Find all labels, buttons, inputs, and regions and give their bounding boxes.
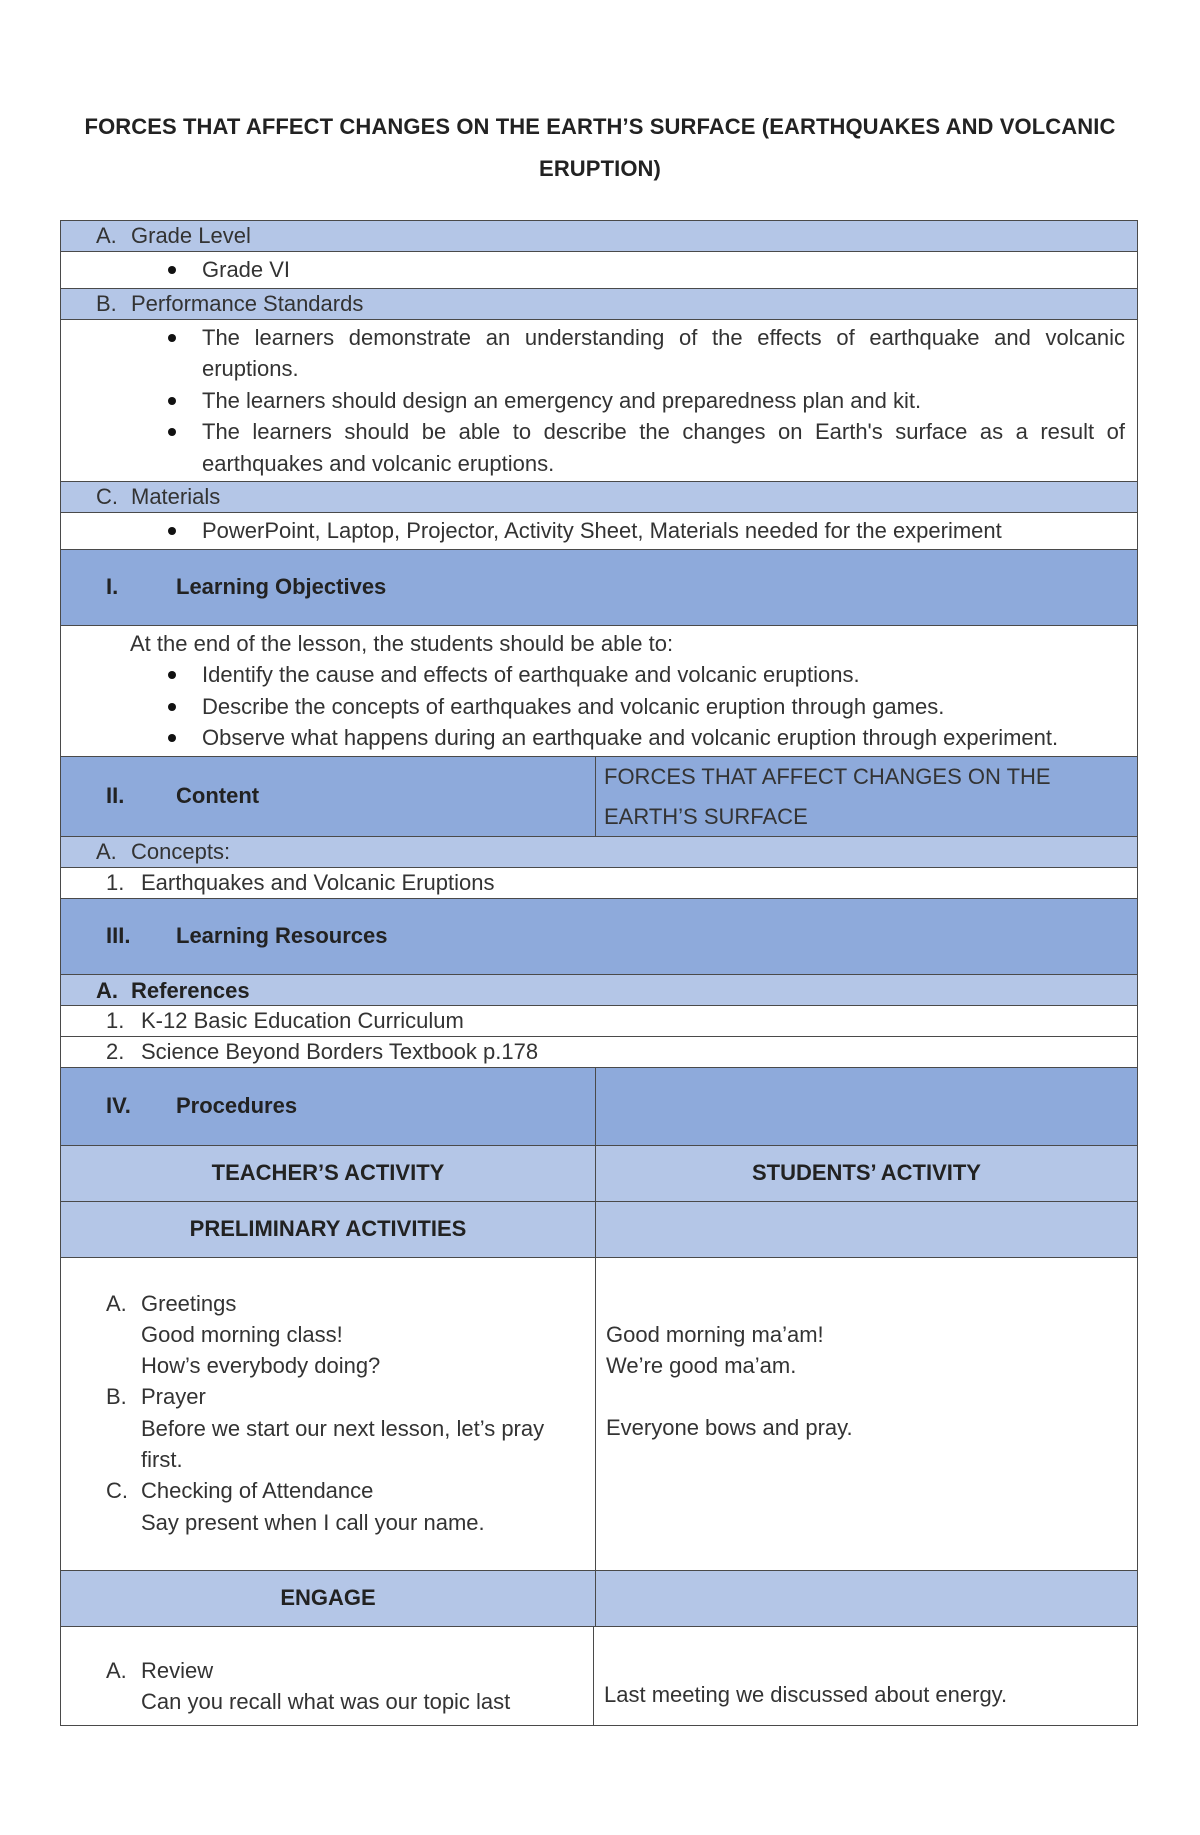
review-line: Can you recall what was our topic last (141, 1688, 511, 1714)
engage-empty-cell (596, 1571, 1137, 1626)
reference-item (61, 1006, 1137, 1037)
student-response: Everyone bows and pray. (606, 1415, 853, 1441)
concepts-header (61, 837, 1137, 868)
reference-text: K-12 Basic Education Curriculum (141, 1007, 464, 1033)
concept-item (61, 868, 1137, 899)
procedures-numeral: IV. (106, 1093, 131, 1118)
objective-item: Observe what happens during an earthquake and volcanic eruption through experiment. (61, 722, 1125, 754)
preliminary-activities-header (61, 1202, 1137, 1258)
review-label: Review (141, 1657, 214, 1683)
references-letter: A. (96, 977, 118, 1003)
learning-resources-header (61, 899, 1137, 975)
student-response: Good morning ma’am! (606, 1321, 824, 1347)
performance-standard-item: The learners demonstrate an understanding of the effects of earthquake and volcanic eruptions. (61, 322, 1125, 385)
reference-number: 1. (106, 1007, 125, 1033)
references-label: References (131, 977, 250, 1003)
student-response: We’re good ma’am. (606, 1352, 797, 1378)
learning-resources-label: Learning Resources (176, 923, 388, 948)
learning-resources-numeral: III. (106, 923, 131, 948)
content-label: Content (176, 783, 260, 808)
reference-number: 2. (106, 1038, 125, 1064)
review-row (61, 1627, 1137, 1725)
performance-standard-item: The learners should be able to describe the changes on Earth's surface as a result of earthquakes and volcanic eruptions. (61, 416, 1125, 479)
activity-label: Prayer (141, 1384, 206, 1410)
engage-label: ENGAGE (61, 1571, 596, 1626)
procedures-empty-cell (596, 1068, 1137, 1145)
grade-level-letter: A. (96, 223, 117, 248)
review-teacher (61, 1627, 594, 1725)
activity-line: Good morning class! (141, 1321, 343, 1347)
reference-text: Science Beyond Borders Textbook p.178 (141, 1038, 539, 1064)
reference-item (61, 1037, 1137, 1068)
materials-header (61, 482, 1137, 513)
performance-standards-header (61, 289, 1137, 320)
objective-item: Identify the cause and effects of earthquake and volcanic eruptions. (61, 659, 1125, 691)
learning-objectives-numeral: I. (106, 574, 119, 599)
student-response-spacer (606, 1381, 1137, 1412)
concept-text: Earthquakes and Volcanic Eruptions (141, 869, 495, 895)
learning-objectives-label: Learning Objectives (176, 574, 387, 599)
student-responses (596, 1258, 1137, 1570)
activity-item (106, 1288, 595, 1382)
performance-standard-item: The learners should design an emergency and preparedness plan and kit. (61, 385, 1125, 417)
performance-standards-label: Performance Standards (131, 290, 364, 316)
learning-objectives-list (61, 626, 1137, 757)
activity-line: How’s everybody doing? (141, 1353, 381, 1379)
students-activity-heading: STUDENTS’ ACTIVITY (752, 1160, 981, 1185)
objective-item: Describe the concepts of earthquakes and volcanic eruption through games. (61, 691, 1125, 723)
grade-level-item: Grade VI (61, 254, 1125, 286)
preliminary-activities-body (61, 1258, 1137, 1571)
activity-item (106, 1381, 595, 1475)
activity-line: Before we start our next lesson, let’s pray first. (141, 1415, 545, 1472)
materials-letter: C. (96, 484, 118, 509)
references-header (61, 975, 1137, 1006)
content-numeral: II. (106, 783, 125, 808)
activity-letter: C. (106, 1478, 128, 1504)
performance-standards-letter: B. (96, 290, 117, 316)
preliminary-empty-cell (596, 1202, 1137, 1257)
materials-list (61, 513, 1137, 550)
activity-letter: B. (106, 1384, 127, 1410)
document-title: FORCES THAT AFFECT CHANGES ON THE EARTH’S SURFACE (EARTHQUAKES AND VOLCANIC ERUPTION) (84, 114, 1116, 181)
activity-label: Checking of Attendance (141, 1478, 374, 1504)
concept-number: 1. (106, 869, 125, 895)
activity-item (106, 1475, 595, 1538)
content-header (61, 757, 1137, 837)
engage-header (61, 1571, 1137, 1627)
teacher-activities (61, 1258, 596, 1570)
procedures-header (61, 1068, 1137, 1146)
procedures-label: Procedures (176, 1093, 298, 1118)
learning-objectives-header (61, 550, 1137, 626)
content-value: FORCES THAT AFFECT CHANGES ON THE EARTH’S SURFACE (604, 763, 1051, 829)
concepts-letter: A. (96, 838, 117, 864)
performance-standards-list (61, 320, 1137, 483)
activity-letter: A. (106, 1290, 127, 1316)
activity-line: Say present when I call your name. (141, 1509, 485, 1535)
content-title-cell (61, 757, 596, 836)
review-student-response: Last meeting we discussed about energy. (604, 1681, 1008, 1707)
materials-item: PowerPoint, Laptop, Projector, Activity Sheet, Materials needed for the experiment (61, 515, 1125, 547)
concepts-label: Concepts: (131, 838, 231, 864)
activity-columns-header (61, 1146, 1137, 1202)
grade-level-label: Grade Level (131, 223, 251, 248)
lesson-plan-table (60, 220, 1138, 1726)
activity-label: Greetings (141, 1290, 237, 1316)
grade-level-header (61, 221, 1137, 252)
objectives-intro: At the end of the lesson, the students should be able to: (130, 630, 674, 656)
procedures-title-cell (61, 1068, 596, 1145)
preliminary-activities-label: PRELIMINARY ACTIVITIES (61, 1202, 596, 1257)
materials-label: Materials (131, 484, 221, 509)
grade-level-list (61, 252, 1137, 289)
review-letter: A. (106, 1657, 127, 1683)
teacher-activity-heading: TEACHER’S ACTIVITY (61, 1146, 596, 1201)
